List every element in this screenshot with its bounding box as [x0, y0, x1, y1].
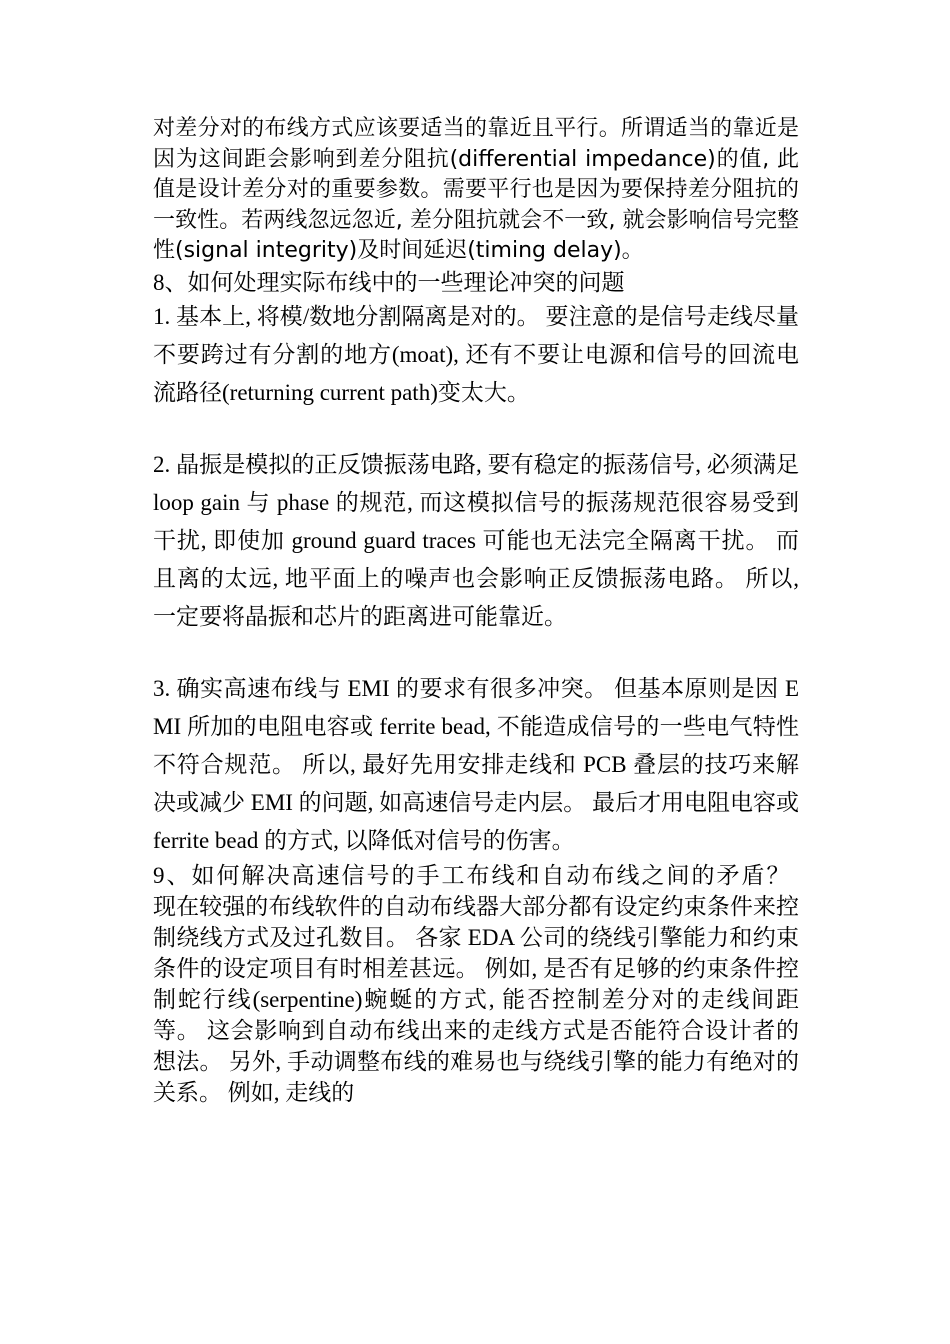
intro-paragraph: 对差分对的布线方式应该要适当的靠近且平行。所谓适当的靠近是因为这间距会影响到差分阻抗(differential impedance)的值, 此值是设计差分对的重要参数。需要平行也是因为要保持差分阻抗的一致性。若两线忽远忽近, 差分阻抗就会不一致, 就会影响信号完整性(signal integrity)及时间延迟(timing delay)。	[153, 116, 799, 263]
list-item-2: 2. 晶振是模拟的正反馈振荡电路, 要有稳定的振荡信号, 必须满足 loop gain 与 phase 的规范, 而这模拟信号的振荡规范很容易受到干扰, 即使加 ground guard traces 可能也无法完全隔离干扰。 而且离的太远, 地平面上的噪声也会影响正反馈振荡电路。 所以, 一定要将晶振和芯片的距离进可能靠近。	[153, 451, 799, 629]
section-heading-9: 9、如何解决高速信号的手工布线和自动布线之间的矛盾？	[153, 862, 792, 888]
paragraph-gap	[153, 412, 799, 446]
list-item-1: 1. 基本上, 将模/数地分割隔离是对的。 要注意的是信号走线尽量不要跨过有分割的地方(moat), 还有不要让电源和信号的回流电流路径(returning current path)变太大。	[153, 303, 799, 405]
paragraph-gap	[153, 636, 799, 670]
section-heading-8: 8、如何处理实际布线中的一些理论冲突的问题	[153, 269, 625, 295]
list-item-3: 3. 确实高速布线与 EMI 的要求有很多冲突。 但基本原则是因 EMI 所加的电阻电容或 ferrite bead, 不能造成信号的一些电气特性不符合规范。 所以, 最好先用安排走线和 PCB 叠层的技巧来解决或减少 EMI 的问题, 如高速信号走内层。 最后才用电阻电容或 ferrite bead 的方式, 以降低对信号的伤害。	[153, 675, 799, 853]
section-9-paragraph: 现在较强的布线软件的自动布线器大部分都有设定约束条件来控制绕线方式及过孔数目。 各家 EDA 公司的绕线引擎能力和约束条件的设定项目有时相差甚远。 例如, 是否有足够的约束条件控制蛇行线(serpentine)蜿蜒的方式, 能否控制差分对的走线间距等。 这会影响到自动布线出来的走线方式是否能符合设计者的想法。 另外, 手动调整布线的难易也与绕线引擎的能力有绝对的关系。 例如, 走线的	[153, 893, 799, 1105]
document-page	[153, 114, 799, 1108]
